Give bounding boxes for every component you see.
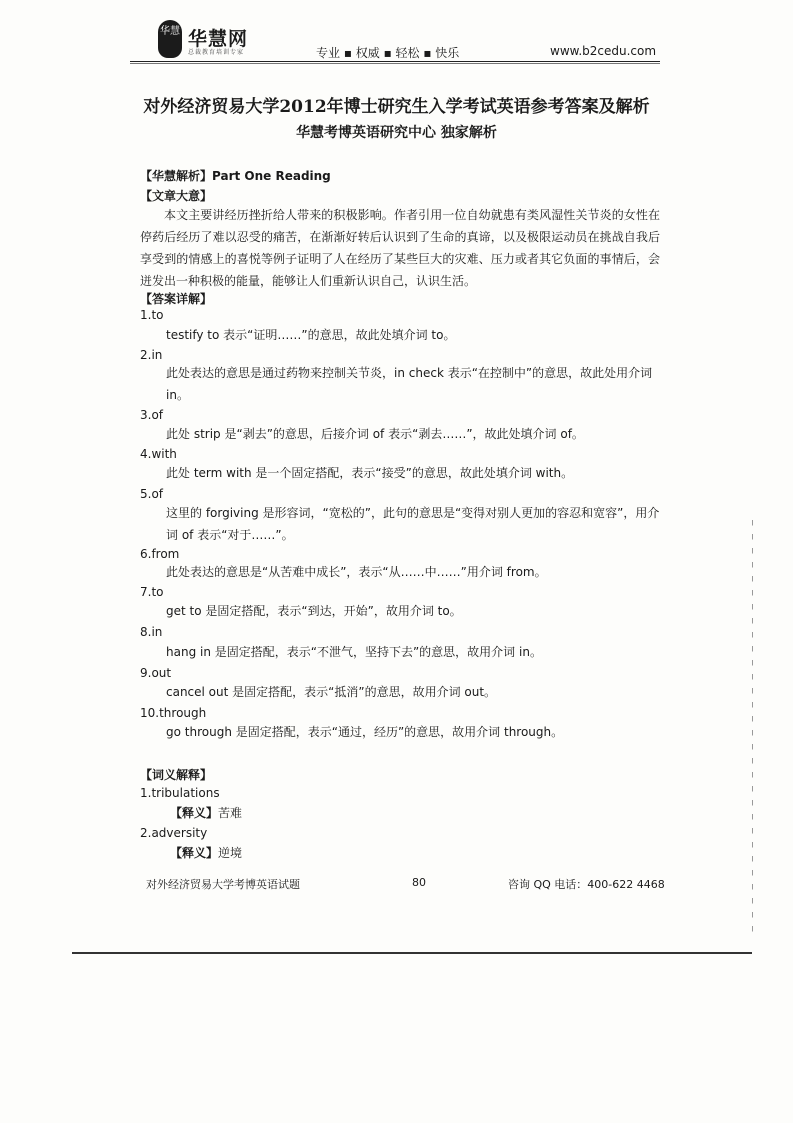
- answer-explanation: hang in 是固定搭配，表示“不泄气，坚持下去”的意思，故用介词 in。: [166, 645, 542, 659]
- answer-number: 10.through: [140, 706, 207, 720]
- answer-number: 8.in: [140, 625, 163, 639]
- header-slogan: 专业 ▪ 权威 ▪ 轻松 ▪ 快乐: [316, 46, 460, 60]
- summary-paragraph: 本文主要讲经历挫折给人带来的积极影响。作者引用一位自幼就患有类风湿性关节炎的女性在停药后经历了难以忍受的痛苦，在渐渐好转后认识到了生命的真谛，以及极限运动员在挑战自我后享受到的情感上的喜悦等例子证明了人在经历了某些巨大的灾难、压力或者其它负面的事情后，会迸发出一种积极的能量，能够让人们重新认识自己，认识生活。: [140, 208, 660, 288]
- vocab-meaning: 逆境: [218, 846, 243, 860]
- vocab-meaning: 苦难: [218, 806, 243, 820]
- header-divider: [130, 61, 660, 62]
- answer-number: 1.to: [140, 308, 164, 322]
- answer-explanation: 此处表达的意思是通过药物来控制关节炎，in check 表示“在控制中”的意思，故此处用介词 in。: [166, 366, 653, 402]
- header-url: www.b2cedu.com: [550, 44, 657, 58]
- answer-number: 2.in: [140, 348, 163, 362]
- answer-number: 6.from: [140, 547, 180, 561]
- footer-contact: 咨询 QQ 电话：400-622 4468: [508, 878, 665, 891]
- answer-explanation: 此处 term with 是一个固定搭配，表示“接受”的意思，故此处填介词 with。: [166, 466, 574, 480]
- vocab-heading: 【词义解释】: [140, 768, 213, 782]
- vocab-word: 2.adversity: [140, 826, 208, 840]
- scan-margin-dots: [752, 520, 753, 940]
- answer-explanation: 此处 strip 是“剥去”的意思，后接介词 of 表示“剥去……”，故此处填介词 of。: [166, 427, 584, 441]
- page-number: 80: [412, 876, 426, 889]
- vocab-label: 【释义】: [170, 846, 219, 860]
- section-heading: 【华慧解析】Part One Reading: [140, 169, 331, 183]
- logo-name: 华慧网: [188, 28, 249, 50]
- footer-title: 对外经济贸易大学考博英语试题: [146, 878, 300, 891]
- answer-explanation: testify to 表示“证明……”的意思，故此处填介词 to。: [166, 328, 456, 342]
- answer-number: 4.with: [140, 447, 177, 461]
- page-subtitle: 华慧考博英语研究中心 独家解析: [296, 125, 497, 141]
- answer-explanation: 此处表达的意思是“从苦难中成长”，表示“从……中……”用介词 from。: [166, 565, 547, 579]
- answer-number: 7.to: [140, 585, 164, 599]
- summary-heading: 【文章大意】: [140, 189, 213, 203]
- answer-explanation: cancel out 是固定搭配，表示“抵消”的意思，故用介词 out。: [166, 685, 497, 699]
- answer-number: 5.of: [140, 487, 164, 501]
- logo-icon: 华慧: [158, 20, 182, 58]
- page-title: 对外经济贸易大学2012年博士研究生入学考试英语参考答案及解析: [143, 97, 650, 117]
- logo-subtitle: 总裁教育培训专家: [188, 49, 245, 56]
- answer-explanation: go through 是固定搭配，表示“通过，经历”的意思，故用介词 through。: [166, 725, 564, 739]
- answer-number: 9.out: [140, 666, 172, 680]
- answers-heading: 【答案详解】: [140, 292, 213, 306]
- answer-number: 3.of: [140, 408, 164, 422]
- vocab-label: 【释义】: [170, 806, 219, 820]
- vocab-meaning-row: [170, 802, 242, 824]
- header-divider-secondary: [130, 63, 660, 64]
- vocab-meaning-row: [170, 842, 242, 864]
- answer-explanation: get to 是固定搭配，表示“到达，开始”，故用介词 to。: [166, 604, 462, 618]
- scan-edge-line: [72, 952, 752, 954]
- vocab-word: 1.tribulations: [140, 786, 220, 800]
- answer-explanation: 这里的 forgiving 是形容词，“宽松的”，此句的意思是“变得对别人更加的容忍和宽容”，用介词 of 表示“对于……”。: [166, 506, 660, 542]
